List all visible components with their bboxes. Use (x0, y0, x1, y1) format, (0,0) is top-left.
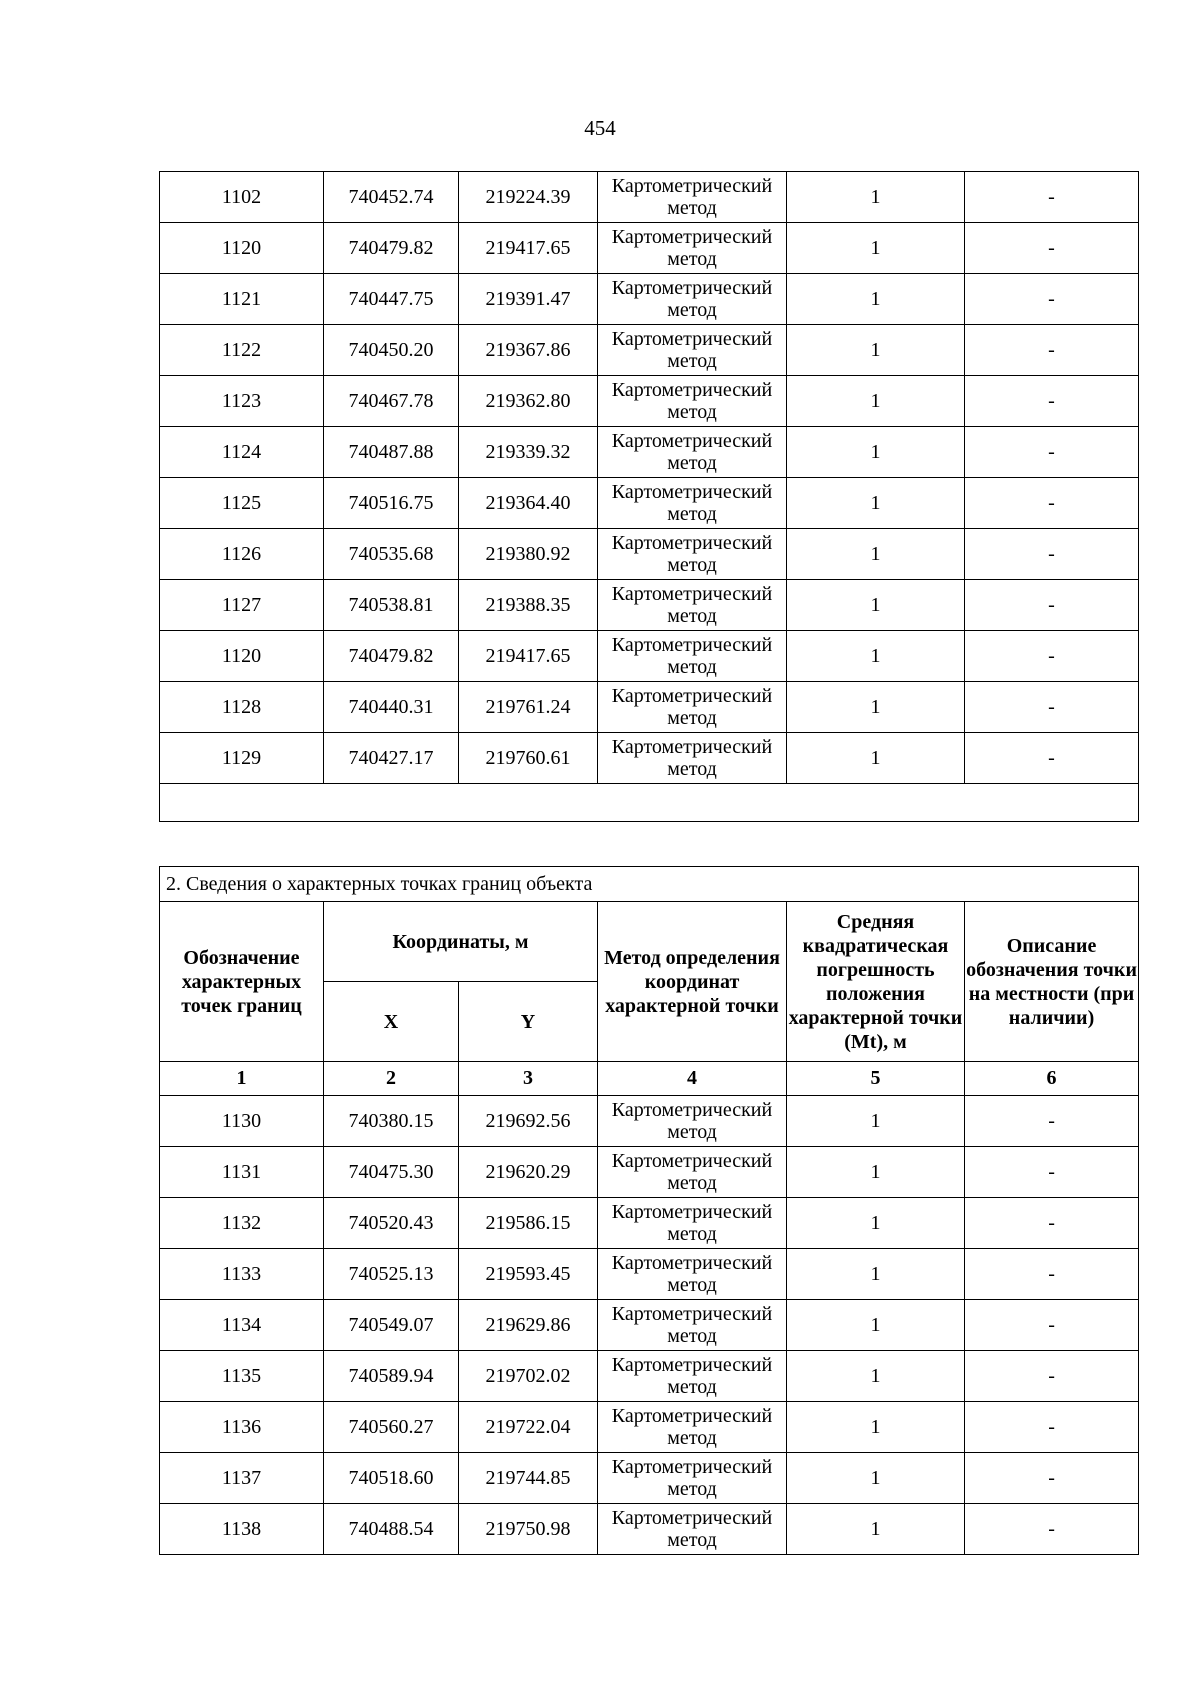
mean-error-cell: 1 (787, 376, 965, 427)
mean-error-cell: 1 (787, 325, 965, 376)
method-line: Картометрический (611, 481, 773, 503)
x-coordinate-cell: 740467.78 (324, 376, 459, 427)
description-cell: - (965, 1504, 1139, 1555)
table-row (160, 1147, 1139, 1198)
mean-error-cell: 1 (787, 1402, 965, 1453)
mean-error-cell: 1 (787, 1504, 965, 1555)
method-line: Картометрический (611, 634, 773, 656)
mean-error-cell: 1 (787, 580, 965, 631)
table-row (160, 631, 1139, 682)
method-cell (598, 427, 787, 478)
column-number: 4 (598, 1062, 787, 1096)
description-cell: - (965, 682, 1139, 733)
x-coordinate-cell: 740488.54 (324, 1504, 459, 1555)
table-row (160, 733, 1139, 784)
method-line: Картометрический (611, 175, 773, 197)
method-line: Картометрический (611, 1456, 773, 1478)
x-coordinate-cell: 740475.30 (324, 1147, 459, 1198)
point-cell: 1138 (160, 1504, 324, 1555)
x-coordinate-cell: 740380.15 (324, 1096, 459, 1147)
x-coordinate-cell: 740487.88 (324, 427, 459, 478)
mean-error-cell: 1 (787, 529, 965, 580)
column-number: 2 (324, 1062, 459, 1096)
method-cell (598, 1300, 787, 1351)
y-coordinate-cell: 219722.04 (459, 1402, 598, 1453)
table-row (160, 1453, 1139, 1504)
description-cell: - (965, 427, 1139, 478)
point-cell: 1102 (160, 172, 324, 223)
y-coordinate-cell: 219692.56 (459, 1096, 598, 1147)
method-line: Картометрический (611, 1150, 773, 1172)
method-line: метод (667, 656, 717, 678)
method-line: метод (667, 758, 717, 780)
description-cell: - (965, 1402, 1139, 1453)
description-cell: - (965, 223, 1139, 274)
point-cell: 1130 (160, 1096, 324, 1147)
description-cell: - (965, 631, 1139, 682)
mean-error-cell: 1 (787, 1249, 965, 1300)
x-coordinate-cell: 740452.74 (324, 172, 459, 223)
description-cell: - (965, 325, 1139, 376)
method-cell (598, 1249, 787, 1300)
method-cell (598, 376, 787, 427)
x-coordinate-cell: 740589.94 (324, 1351, 459, 1402)
mean-error-cell: 1 (787, 733, 965, 784)
y-coordinate-cell: 219339.32 (459, 427, 598, 478)
table-row (160, 274, 1139, 325)
description-cell: - (965, 376, 1139, 427)
description-cell: - (965, 1147, 1139, 1198)
method-cell (598, 274, 787, 325)
method-line: метод (667, 1172, 717, 1194)
point-cell: 1123 (160, 376, 324, 427)
y-coordinate-cell: 219629.86 (459, 1300, 598, 1351)
mean-error-cell: 1 (787, 1096, 965, 1147)
mean-error-cell: 1 (787, 1453, 965, 1504)
mean-error-cell: 1 (787, 682, 965, 733)
point-cell: 1125 (160, 478, 324, 529)
method-cell (598, 1096, 787, 1147)
table-row (160, 478, 1139, 529)
point-cell: 1120 (160, 631, 324, 682)
y-coordinate-cell: 219702.02 (459, 1351, 598, 1402)
column-number: 6 (965, 1062, 1139, 1096)
method-line: метод (667, 452, 717, 474)
point-cell: 1131 (160, 1147, 324, 1198)
method-line: метод (667, 350, 717, 372)
table-row (160, 1504, 1139, 1555)
method-cell (598, 1147, 787, 1198)
mean-error-cell: 1 (787, 427, 965, 478)
header-x: X (324, 982, 459, 1062)
x-coordinate-cell: 740447.75 (324, 274, 459, 325)
mean-error-cell: 1 (787, 1198, 965, 1249)
table-row (160, 580, 1139, 631)
x-coordinate-cell: 740535.68 (324, 529, 459, 580)
point-cell: 1132 (160, 1198, 324, 1249)
x-coordinate-cell: 740440.31 (324, 682, 459, 733)
header-point-designation: Обозначение характерных точек границ (160, 902, 324, 1062)
y-coordinate-cell: 219380.92 (459, 529, 598, 580)
method-line: Картометрический (611, 1405, 773, 1427)
method-cell (598, 631, 787, 682)
method-line: метод (667, 1529, 717, 1551)
method-line: метод (667, 1427, 717, 1449)
method-cell (598, 478, 787, 529)
x-coordinate-cell: 740520.43 (324, 1198, 459, 1249)
y-coordinate-cell: 219750.98 (459, 1504, 598, 1555)
x-coordinate-cell: 740518.60 (324, 1453, 459, 1504)
method-cell (598, 733, 787, 784)
method-line: Картометрический (611, 1354, 773, 1376)
table-row (160, 529, 1139, 580)
method-line: Картометрический (611, 430, 773, 452)
y-coordinate-cell: 219744.85 (459, 1453, 598, 1504)
point-cell: 1126 (160, 529, 324, 580)
mean-error-cell: 1 (787, 274, 965, 325)
header-y: Y (459, 982, 598, 1062)
method-cell (598, 580, 787, 631)
table-row (160, 223, 1139, 274)
method-line: Картометрический (611, 532, 773, 554)
method-line: метод (667, 503, 717, 525)
description-cell: - (965, 1453, 1139, 1504)
method-line: метод (667, 197, 717, 219)
x-coordinate-cell: 740427.17 (324, 733, 459, 784)
description-cell: - (965, 529, 1139, 580)
method-line: метод (667, 299, 717, 321)
method-line: метод (667, 401, 717, 423)
y-coordinate-cell: 219761.24 (459, 682, 598, 733)
table-title: 2. Сведения о характерных точках границ объекта (160, 867, 1139, 902)
method-cell (598, 223, 787, 274)
description-cell: - (965, 478, 1139, 529)
method-line: Картометрический (611, 583, 773, 605)
description-cell: - (965, 274, 1139, 325)
description-cell: - (965, 1198, 1139, 1249)
x-coordinate-cell: 740479.82 (324, 631, 459, 682)
method-cell (598, 1402, 787, 1453)
x-coordinate-cell: 740538.81 (324, 580, 459, 631)
method-line: метод (667, 554, 717, 576)
description-cell: - (965, 172, 1139, 223)
method-line: Картометрический (611, 379, 773, 401)
method-line: Картометрический (611, 685, 773, 707)
table-row (160, 172, 1139, 223)
point-cell: 1122 (160, 325, 324, 376)
method-cell (598, 529, 787, 580)
description-cell: - (965, 1300, 1139, 1351)
method-cell (598, 1351, 787, 1402)
method-line: Картометрический (611, 226, 773, 248)
header-mean-error: Средняя квадратическая погрешность положения характерной точки (Mt), м (787, 902, 965, 1062)
y-coordinate-cell: 219760.61 (459, 733, 598, 784)
point-cell: 1120 (160, 223, 324, 274)
method-line: Картометрический (611, 277, 773, 299)
method-line: метод (667, 1376, 717, 1398)
method-line: Картометрический (611, 1099, 773, 1121)
method-line: метод (667, 1223, 717, 1245)
column-number: 3 (459, 1062, 598, 1096)
column-number: 1 (160, 1062, 324, 1096)
method-line: Картометрический (611, 328, 773, 350)
y-coordinate-cell: 219417.65 (459, 631, 598, 682)
method-line: Картометрический (611, 1201, 773, 1223)
point-cell: 1124 (160, 427, 324, 478)
y-coordinate-cell: 219388.35 (459, 580, 598, 631)
point-cell: 1133 (160, 1249, 324, 1300)
y-coordinate-cell: 219417.65 (459, 223, 598, 274)
y-coordinate-cell: 219593.45 (459, 1249, 598, 1300)
boundary-points-table (159, 866, 1139, 1555)
header-method: Метод определения координат характерной точки (598, 902, 787, 1062)
table-row (160, 1096, 1139, 1147)
table-row (160, 427, 1139, 478)
method-line: метод (667, 1325, 717, 1347)
y-coordinate-cell: 219362.80 (459, 376, 598, 427)
y-coordinate-cell: 219364.40 (459, 478, 598, 529)
method-line: Картометрический (611, 1507, 773, 1529)
point-cell: 1128 (160, 682, 324, 733)
method-cell (598, 1198, 787, 1249)
method-line: Картометрический (611, 1303, 773, 1325)
header-description: Описание обозначения точки на местности (при наличии) (965, 902, 1139, 1062)
table-row (160, 1300, 1139, 1351)
x-coordinate-cell: 740450.20 (324, 325, 459, 376)
boundary-points-table-continued (159, 171, 1139, 822)
table-row (160, 1351, 1139, 1402)
empty-cell (160, 784, 1139, 822)
method-line: Картометрический (611, 1252, 773, 1274)
x-coordinate-cell: 740479.82 (324, 223, 459, 274)
page-number: 454 (584, 116, 616, 140)
x-coordinate-cell: 740516.75 (324, 478, 459, 529)
description-cell: - (965, 1351, 1139, 1402)
point-cell: 1135 (160, 1351, 324, 1402)
y-coordinate-cell: 219367.86 (459, 325, 598, 376)
column-number: 5 (787, 1062, 965, 1096)
point-cell: 1136 (160, 1402, 324, 1453)
method-line: метод (667, 707, 717, 729)
table-row (160, 1198, 1139, 1249)
method-line: метод (667, 605, 717, 627)
method-cell (598, 1504, 787, 1555)
method-cell (598, 1453, 787, 1504)
description-cell: - (965, 733, 1139, 784)
point-cell: 1129 (160, 733, 324, 784)
method-line: Картометрический (611, 736, 773, 758)
mean-error-cell: 1 (787, 223, 965, 274)
method-line: метод (667, 1478, 717, 1500)
method-line: метод (667, 1121, 717, 1143)
y-coordinate-cell: 219391.47 (459, 274, 598, 325)
y-coordinate-cell: 219586.15 (459, 1198, 598, 1249)
y-coordinate-cell: 219224.39 (459, 172, 598, 223)
table-row (160, 325, 1139, 376)
description-cell: - (965, 580, 1139, 631)
point-cell: 1127 (160, 580, 324, 631)
mean-error-cell: 1 (787, 1147, 965, 1198)
method-cell (598, 325, 787, 376)
x-coordinate-cell: 740549.07 (324, 1300, 459, 1351)
description-cell: - (965, 1096, 1139, 1147)
mean-error-cell: 1 (787, 1300, 965, 1351)
mean-error-cell: 1 (787, 478, 965, 529)
table-row (160, 1402, 1139, 1453)
method-line: метод (667, 1274, 717, 1296)
point-cell: 1137 (160, 1453, 324, 1504)
table-row (160, 1249, 1139, 1300)
x-coordinate-cell: 740525.13 (324, 1249, 459, 1300)
method-line: метод (667, 248, 717, 270)
method-cell (598, 682, 787, 733)
method-cell (598, 172, 787, 223)
y-coordinate-cell: 219620.29 (459, 1147, 598, 1198)
description-cell: - (965, 1249, 1139, 1300)
table-row (160, 376, 1139, 427)
header-coordinates: Координаты, м (324, 902, 598, 982)
point-cell: 1134 (160, 1300, 324, 1351)
mean-error-cell: 1 (787, 631, 965, 682)
mean-error-cell: 1 (787, 1351, 965, 1402)
empty-row (160, 784, 1139, 822)
mean-error-cell: 1 (787, 172, 965, 223)
point-cell: 1121 (160, 274, 324, 325)
x-coordinate-cell: 740560.27 (324, 1402, 459, 1453)
table-row (160, 682, 1139, 733)
